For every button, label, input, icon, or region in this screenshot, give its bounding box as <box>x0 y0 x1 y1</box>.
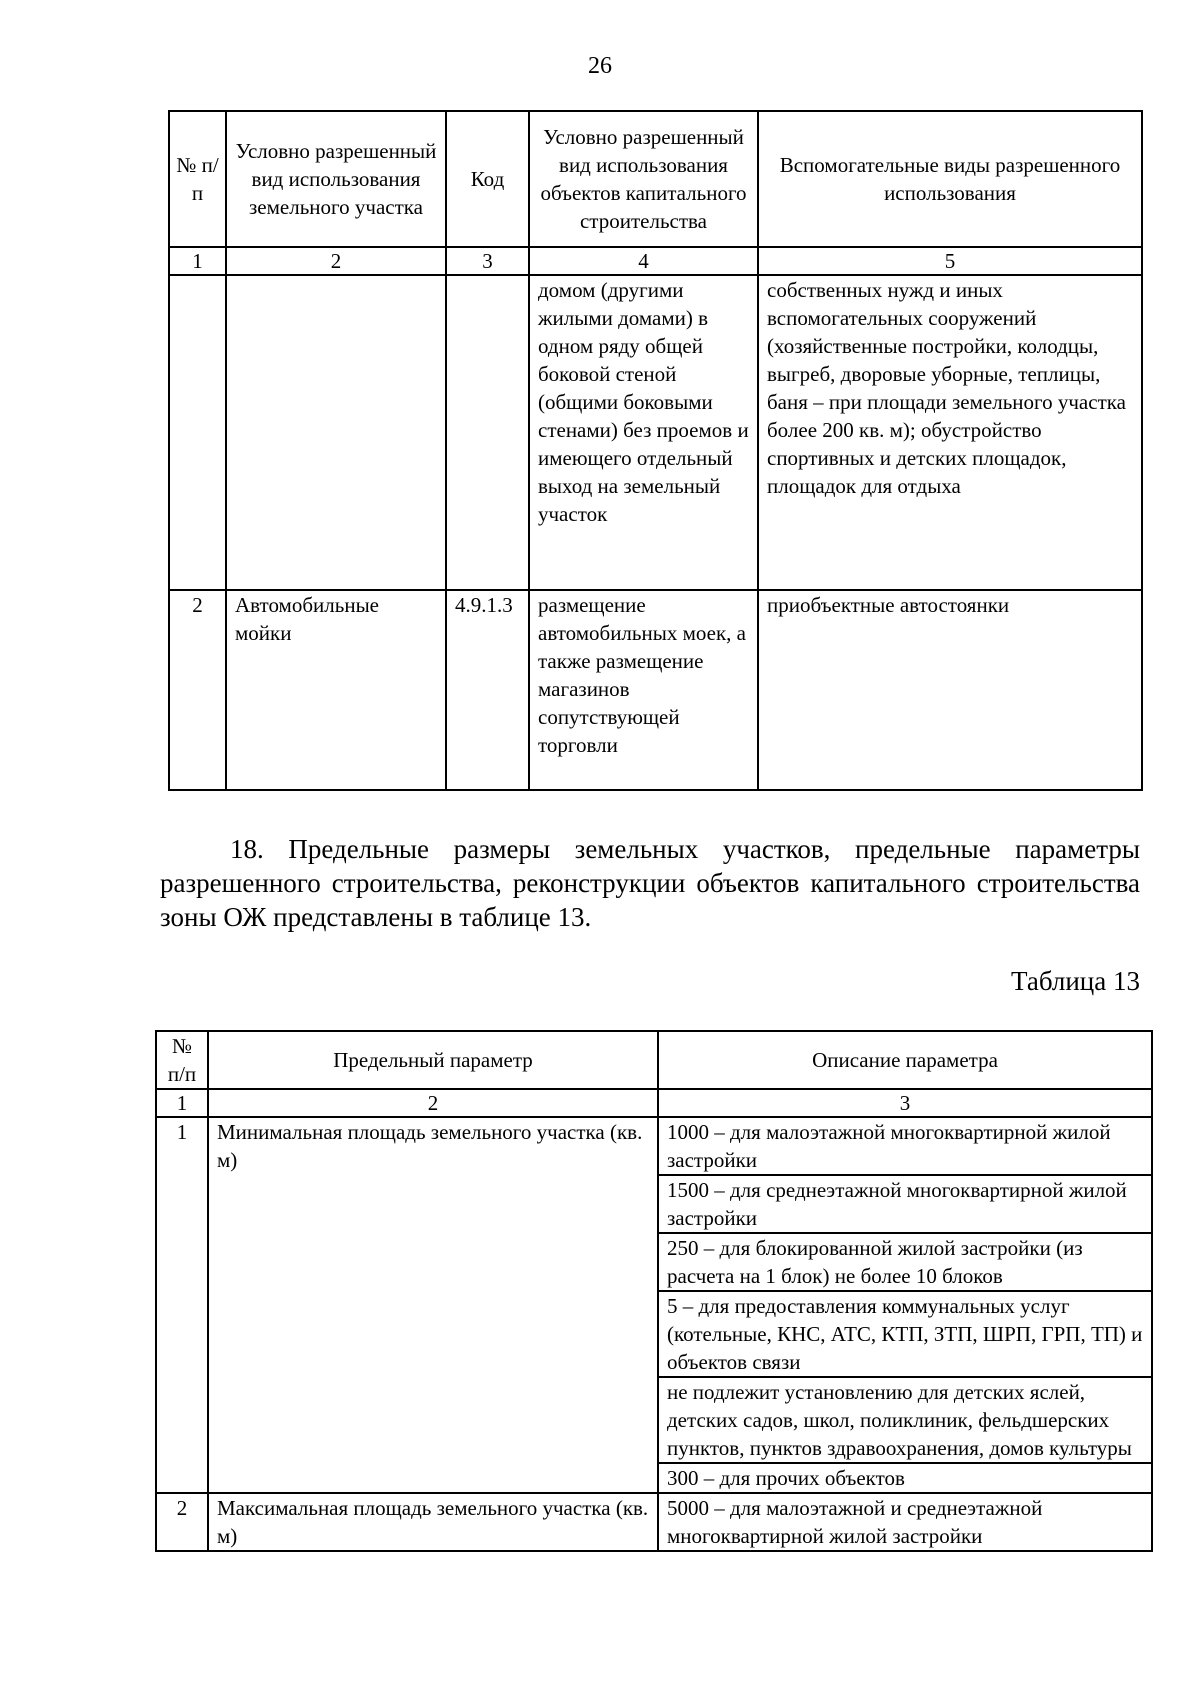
land-use-table <box>168 110 1143 791</box>
table-row <box>169 275 1142 590</box>
description-item: 300 – для прочих объектов <box>667 1466 905 1490</box>
row-parameter: Минимальная площадь земельного участка (кв. м) <box>208 1117 658 1493</box>
description-item: 1000 – для малоэтажной многоквартирной жилой застройки <box>659 1118 1151 1176</box>
description-item: 5000 – для малоэтажной и среднеэтажной многоквартирной жилой застройки <box>667 1496 1043 1548</box>
row-code <box>446 275 529 590</box>
limit-parameters-table <box>155 1030 1153 1552</box>
col-number: 1 <box>169 247 226 275</box>
table-row <box>169 590 1142 790</box>
col-number: 2 <box>226 247 446 275</box>
paragraph-text: 18. Предельные размеры земельных участков, предельные параметры разрешенного строительства, реконструкции объектов капитального строительства зоны ОЖ представлены в таблице 13. <box>160 834 1140 932</box>
col-number: 2 <box>208 1089 658 1117</box>
table-row <box>156 1493 1152 1551</box>
header-num: № п/п <box>169 111 226 247</box>
description-item: 250 – для блокированной жилой застройки (из расчета на 1 блок) не более 10 блоков <box>659 1234 1151 1292</box>
col-number: 5 <box>758 247 1142 275</box>
row-land-use: Автомобильные мойки <box>226 590 446 790</box>
col-number: 4 <box>529 247 758 275</box>
header-description: Описание параметра <box>658 1031 1152 1089</box>
header-auxiliary: Вспомогательные виды разрешенного использования <box>758 111 1142 247</box>
row-parameter: Максимальная площадь земельного участка (кв. м) <box>208 1493 658 1551</box>
header-land-use: Условно разрешенный вид использования земельного участка <box>226 111 446 247</box>
page-number: 26 <box>588 53 612 79</box>
table-row <box>156 1117 1152 1493</box>
table-header-row <box>169 111 1142 247</box>
description-item: 1500 – для среднеэтажной многоквартирной жилой застройки <box>659 1176 1151 1234</box>
row-num: 2 <box>156 1493 208 1551</box>
column-numbers-row <box>169 247 1142 275</box>
description-item: 5 – для предоставления коммунальных услуг (котельные, КНС, АТС, КТП, ЗТП, ШРП, ГРП, ТП) и объектов связи <box>659 1292 1151 1378</box>
row-auxiliary: собственных нужд и иных вспомогательных сооружений (хозяйственные постройки, колодцы, выгреб, дворовые уборные, теплицы, баня – при площади земельного участка более 200 кв. м); обустройство спортивных и детских площадок, площадок для отдыха <box>758 275 1142 590</box>
row-descriptions <box>658 1117 1152 1493</box>
row-object-use: размещение автомобильных моек, а также размещение магазинов сопутствующей торговли <box>529 590 758 790</box>
description-item: не подлежит установлению для детских яслей, детских садов, школ, поликлиник, фельдшерских пунктов, пунктов здравоохранения, домов культуры <box>659 1378 1151 1464</box>
row-land-use <box>226 275 446 590</box>
table-caption: Таблица 13 <box>1011 966 1140 996</box>
header-parameter: Предельный параметр <box>208 1031 658 1089</box>
row-num: 2 <box>169 590 226 790</box>
col-number: 3 <box>658 1089 1152 1117</box>
row-num: 1 <box>156 1117 208 1493</box>
row-object-use: домом (другими жилыми домами) в одном ряду общей боковой стеной (общими боковыми стенами) без проемов и имеющего отдельный выход на земельный участок <box>529 275 758 590</box>
header-code: Код <box>446 111 529 247</box>
header-object-use: Условно разрешенный вид использования объектов капитального строительства <box>529 111 758 247</box>
row-descriptions <box>658 1493 1152 1551</box>
table-header-row <box>156 1031 1152 1089</box>
col-number: 1 <box>156 1089 208 1117</box>
section-paragraph <box>160 832 1140 934</box>
row-auxiliary: приобъектные автостоянки <box>758 590 1142 790</box>
header-num: № п/п <box>156 1031 208 1089</box>
row-code: 4.9.1.3 <box>446 590 529 790</box>
row-num <box>169 275 226 590</box>
col-number: 3 <box>446 247 529 275</box>
column-numbers-row <box>156 1089 1152 1117</box>
